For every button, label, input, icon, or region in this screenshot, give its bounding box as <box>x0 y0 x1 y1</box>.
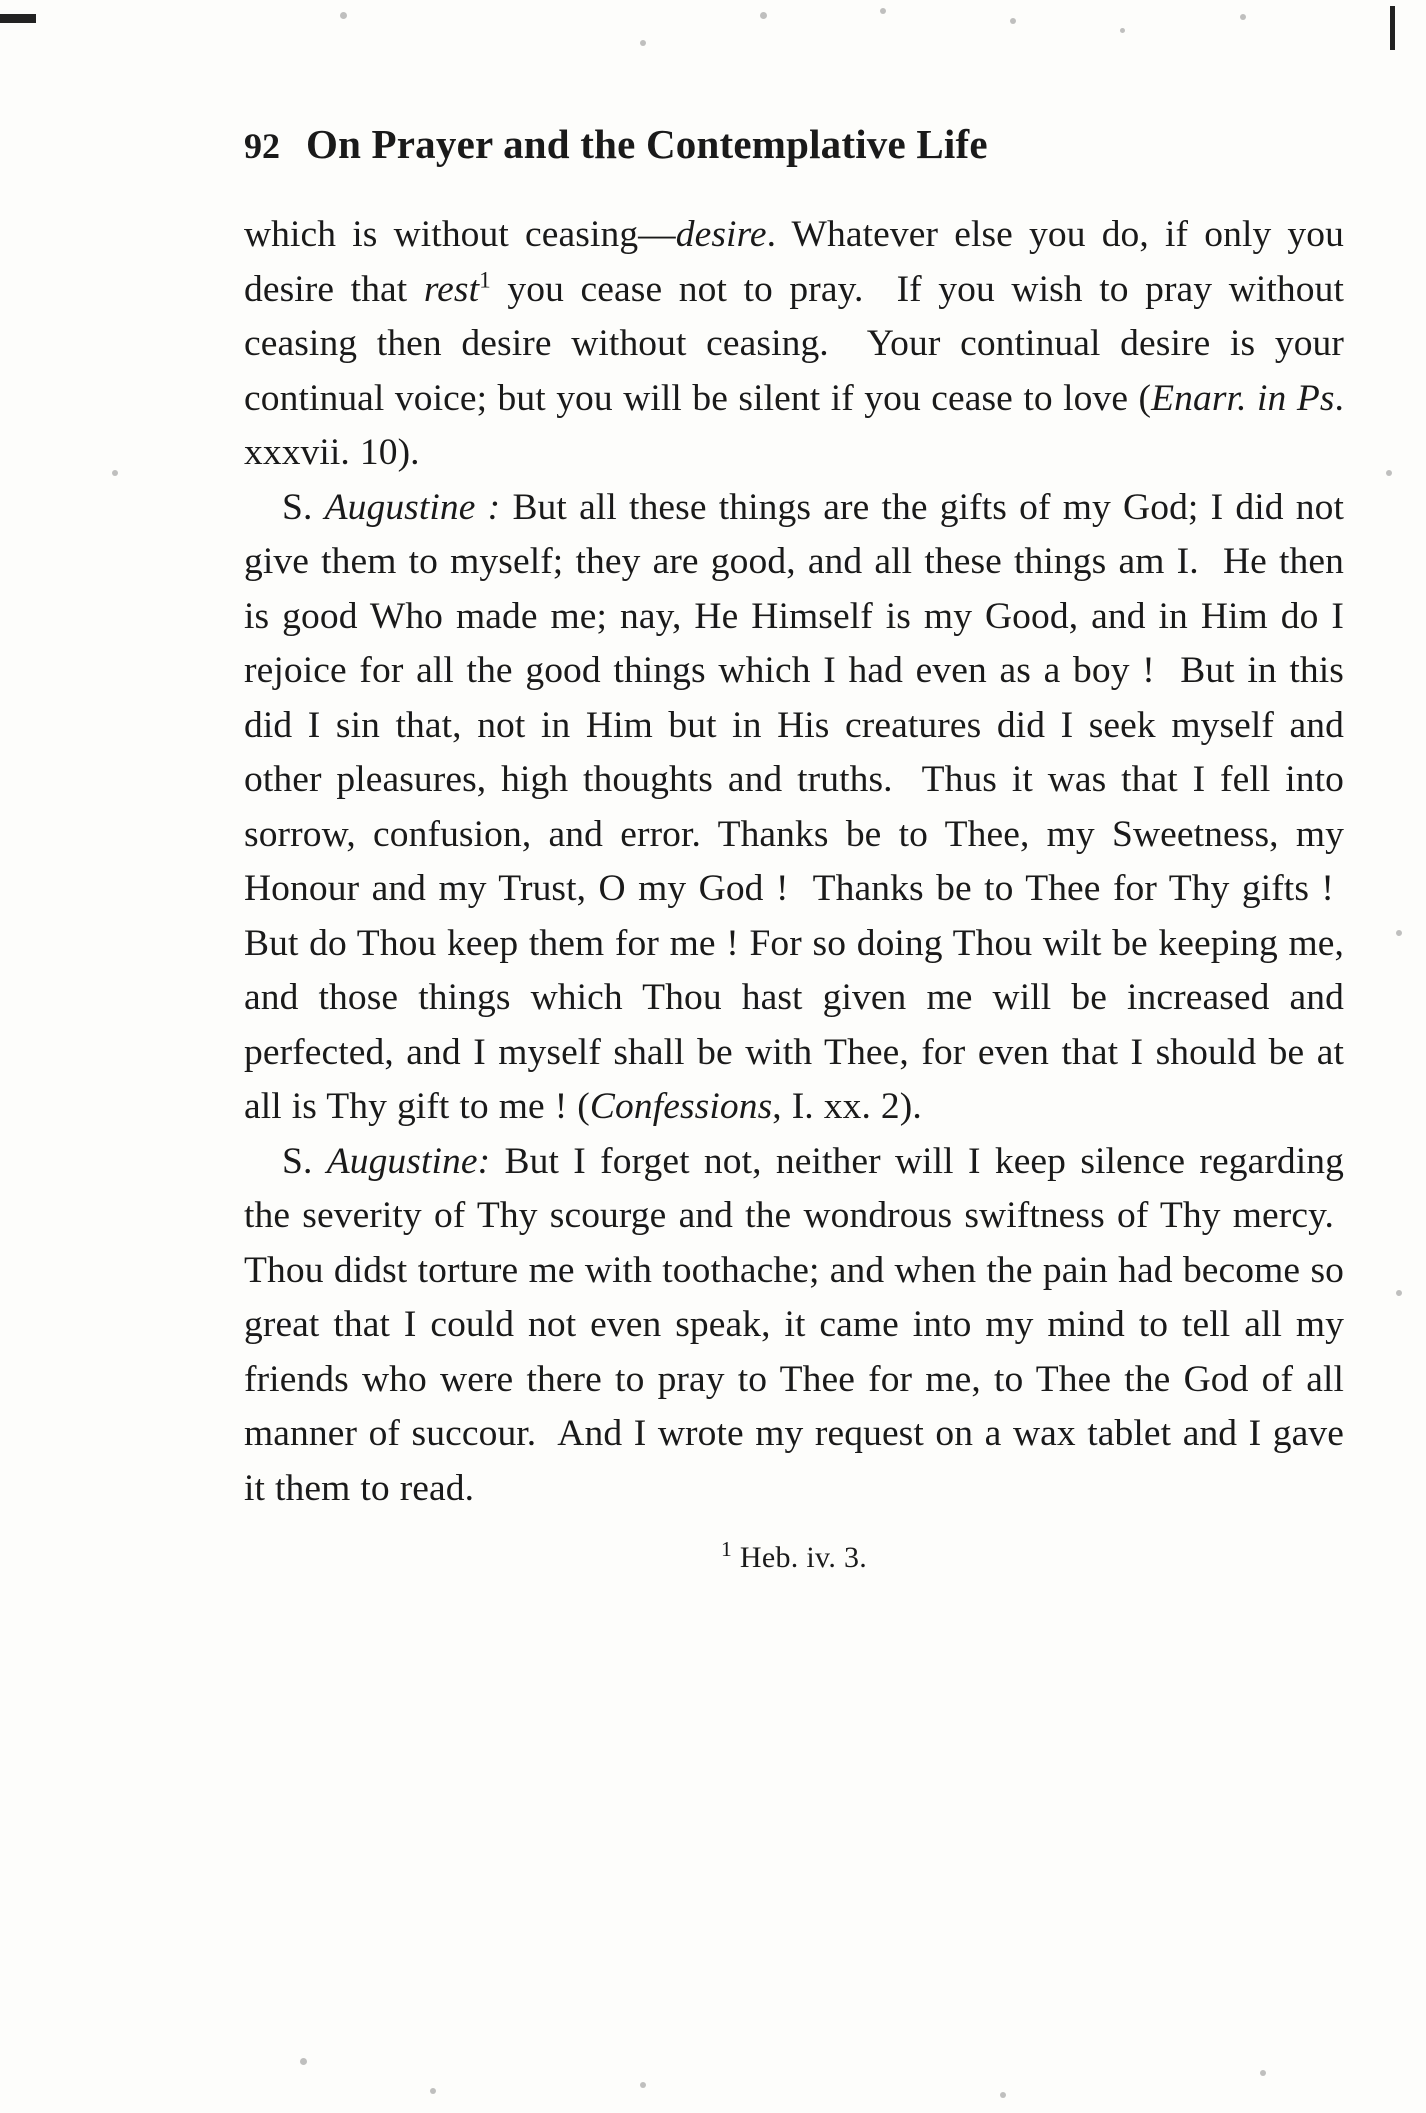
speaker-name: Augustine : <box>324 486 501 528</box>
scan-speck <box>1396 1290 1402 1296</box>
footnote-ref[interactable]: 1 <box>479 267 491 293</box>
scan-speck <box>1120 28 1125 33</box>
page-header <box>244 120 1344 168</box>
scan-edge-mark-left <box>0 14 36 23</box>
scan-speck <box>430 2088 436 2094</box>
citation: Confessions <box>589 1086 773 1127</box>
scan-speck <box>1240 14 1246 20</box>
scan-speck <box>1260 2070 1266 2076</box>
scan-speck <box>1000 2092 1006 2098</box>
scan-speck <box>880 8 886 14</box>
scan-speck <box>112 470 118 476</box>
page-content <box>244 120 1344 1578</box>
speaker-name: Augustine: <box>326 1140 491 1182</box>
footnote-text: Heb. iv. 3. <box>739 1541 868 1574</box>
paragraph: S. Augustine : But all these things are the gifts of my God; I did not give them to myself; they are good, and all these things am I. He then is good Who made me; nay, He Himself is my Good, and in Him do I rejoice for all the good things which I had even as a boy ! But in this did I sin that, not in Him but in His creatures did I seek myself and other pleasures, high thoughts and truths. Thus it was that I fell into sorrow, confusion, and error. Thanks be to Thee, my Sweetness, my Honour and my Trust, O my God ! Thanks be to Thee for Thy gifts ! But do Thou keep them for me ! For so doing Thou wilt be keeping me, and those things which Thou hast given me will be increased and perfected, and I myself shall be with Thee, for even that I should be at all is Thy gift to me ! (Confessions, I. xx. 2). <box>244 486 1345 1127</box>
scan-edge-mark-right <box>1390 6 1395 50</box>
page-number: 92 <box>244 126 280 166</box>
scan-speck <box>760 12 767 19</box>
scan-speck <box>640 2082 646 2088</box>
paragraph: S. Augustine: But I forget not, neither will I keep silence regarding the severity of Thy scourge and the wondrous swiftness of Thy mercy. Thou didst torture me with toothache; and when the pain had become so great that I could not even speak, it came into my mind to tell all my friends who were there to pray to Thee for me, to Thee the God of all manner of succour. And I wrote my request on a wax tablet and I gave it them to read. <box>244 1140 1344 1509</box>
scan-speck <box>340 12 347 19</box>
footnote-marker: 1 <box>720 1537 733 1561</box>
emphasis: desire <box>675 214 767 255</box>
citation: Enarr. in Ps <box>1151 377 1335 419</box>
scan-speck <box>1010 18 1016 24</box>
footnote <box>244 1538 1344 1578</box>
emphasis: rest <box>423 268 480 310</box>
paragraph: which is without ceasing—desire. Whatever else you do, if only you desire that rest$^1$ you cease not to pray. If you wish to pray without ceasing then desire without ceasing. Your continual desire is your continual voice; but you will be silent if you cease to love (Enarr. in Ps. xxxvii. 10). <box>244 214 1345 473</box>
body-text <box>244 208 1344 1516</box>
scan-speck <box>1386 470 1392 476</box>
scan-speck <box>640 40 646 46</box>
scan-speck <box>300 2058 307 2065</box>
running-title: On Prayer and the Contemplative Life <box>306 121 988 167</box>
scan-speck <box>1396 930 1402 936</box>
